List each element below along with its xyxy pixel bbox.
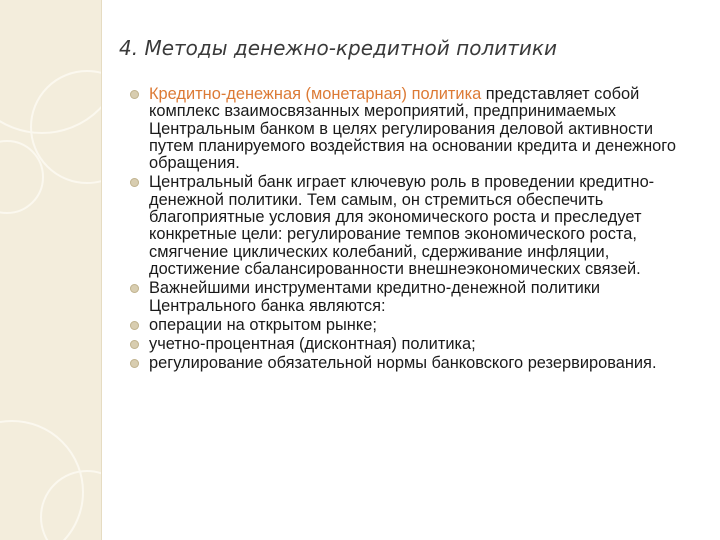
bullet-text: Центральный банк играет ключевую роль в проведении кредитно-денежной политики. Тем самым, он стремиться обеспечить благоприятные условия для экономического роста и преследует конкретные цели: регулирование темпов экономического роста, смягчение циклических колебаний, сдерживание инфляции, достижение сбалансированности внешнеэкономических связей.: [149, 173, 655, 278]
bullet-icon: [130, 359, 139, 368]
bullet-icon: [130, 178, 139, 187]
bullet-icon: [130, 321, 139, 330]
bullet-item: [130, 317, 696, 334]
slide-title: 4. Методы денежно-кредитной политики: [119, 36, 557, 60]
bullet-icon: [130, 284, 139, 293]
bullet-text: учетно-процентная (дисконтная) политика;: [149, 335, 476, 354]
bullet-item: [130, 280, 696, 315]
bullet-item: [130, 355, 696, 372]
decorative-sidebar: [0, 0, 102, 540]
term-highlight: Кредитно-денежная (монетарная) политика: [149, 85, 482, 103]
bullet-icon: [130, 90, 139, 99]
bullet-list: [130, 86, 696, 375]
bullet-text: представляет собой комплекс взаимосвязанных мероприятий, предпринимаемых Центральным банком в целях регулирования деловой активности путем планируемого воздействия на основании кредита и денежного обращения.: [149, 85, 677, 173]
bullet-text: операции на открытом рынке;: [149, 315, 377, 334]
bullet-text: регулирование обязательной нормы банковского резервирования.: [149, 354, 657, 373]
bullet-text: Важнейшими инструментами кредитно-денежной политики Центрального банка являются:: [149, 279, 601, 315]
bullet-item: [130, 174, 696, 278]
bullet-item: [130, 336, 696, 353]
bullet-icon: [130, 340, 139, 349]
bullet-item: [130, 86, 696, 172]
